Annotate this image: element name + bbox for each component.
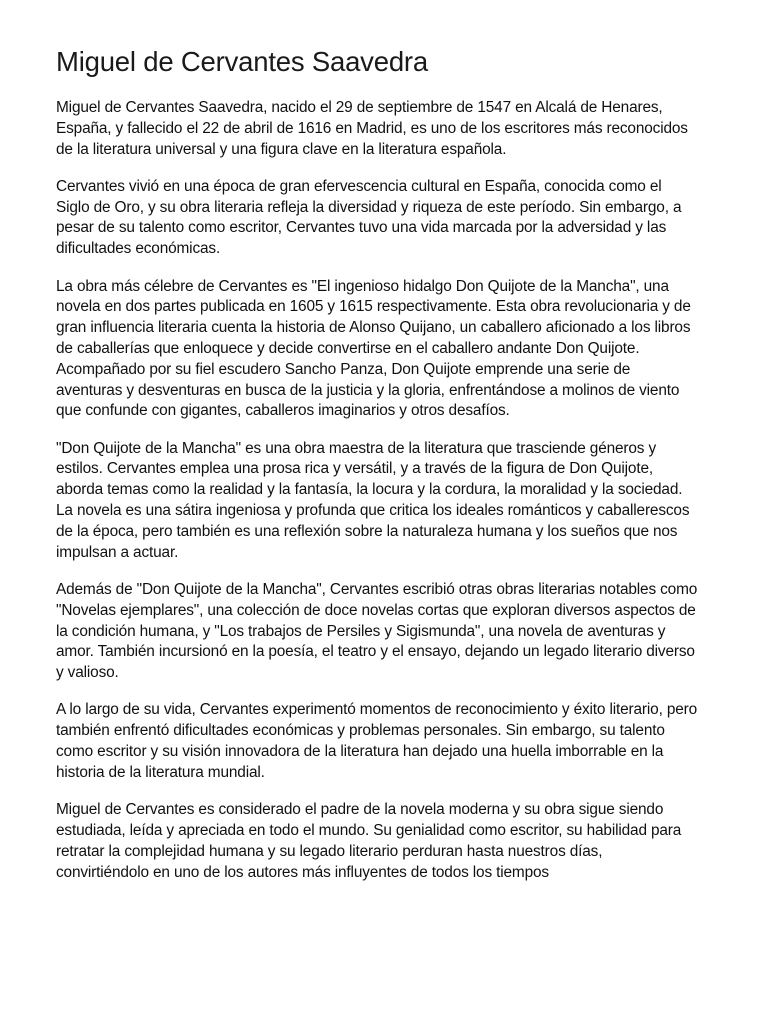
paragraph-life-recognition: A lo largo de su vida, Cervantes experimentó momentos de reconocimiento y éxito literario, pero también enfrentó dificultades económicas y problemas personales. Sin embargo, su talento como escritor y su visión innovadora de la literatura han dejado una huella imborrable en la historia de la literatura mundial. (56, 701, 698, 781)
paragraph-birth-death: Miguel de Cervantes Saavedra, nacido el 29 de septiembre de 1547 en Alcalá de Henares, España, y fallecido el 22 de abril de 1616 en Madrid, es uno de los escritores más reconocidos de la literatura universal y una figura clave en la literatura española. (56, 99, 688, 158)
document-title: Miguel de Cervantes Saavedra (56, 46, 428, 77)
paragraph-golden-age: Cervantes vivió en una época de gran efervescencia cultural en España, conocida como el Siglo de Oro, y su obra literaria refleja la diversidad y riqueza de este período. Sin embargo, a pesar de su talento como escritor, Cervantes tuvo una vida marcada por la adversidad y las dificultades económicas. (56, 177, 682, 258)
paragraph-other-works: Además de "Don Quijote de la Mancha", Cervantes escribió otras obras literarias notables como "Novelas ejemplares", una colección de doce novelas cortas que exploran diversos aspectos de la condición humana, y "Los trabajos de Persiles y Sigismunda", una novela de aventuras y amor. También incursionó en la poesía, el teatro y el ensayo, dejando un legado literario diverso y valioso. (56, 580, 698, 682)
paragraph-don-quijote-analysis: "Don Quijote de la Mancha" es una obra maestra de la literatura que trasciende géneros y estilos. Cervantes emplea una prosa rica y versátil, y a través de la figura de Don Quijote, aborda temas como la realidad y la fantasía, la locura y la cordura, la moralidad y la sociedad. La novela es una sátira ingeniosa y profunda que critica los ideales románticos y caballerescos de la época, pero también es una reflexión sobre la naturaleza humana y los sueños que nos impulsan a actuar. (56, 439, 690, 561)
paragraph-legacy: Miguel de Cervantes es considerado el padre de la novela moderna y su obra sigue siendo estudiada, leída y apreciada en todo el mundo. Su genialidad como escritor, su habilidad para retratar la complejidad humana y su legado literario perduran hasta nuestros días, convirtiéndolo en uno de los autores más influyentes de todos los tiempos (56, 801, 682, 881)
paragraph-don-quijote-intro: La obra más célebre de Cervantes es "El ingenioso hidalgo Don Quijote de la Mancha", una novela en dos partes publicada en 1605 y 1615 respectivamente. Esta obra revolucionaria y de gran influencia literaria cuenta la historia de Alonso Quijano, un caballero aficionado a los libros de caballerías que enloquece y decide convertirse en el caballero andante Don Quijote. Acompañado por su fiel escudero Sancho Panza, Don Quijote emprende una serie de aventuras y desventuras en busca de la justicia y la gloria, enfrentándose a molinos de viento que confunde con gigantes, caballeros imaginarios y otros desafíos. (56, 277, 691, 420)
